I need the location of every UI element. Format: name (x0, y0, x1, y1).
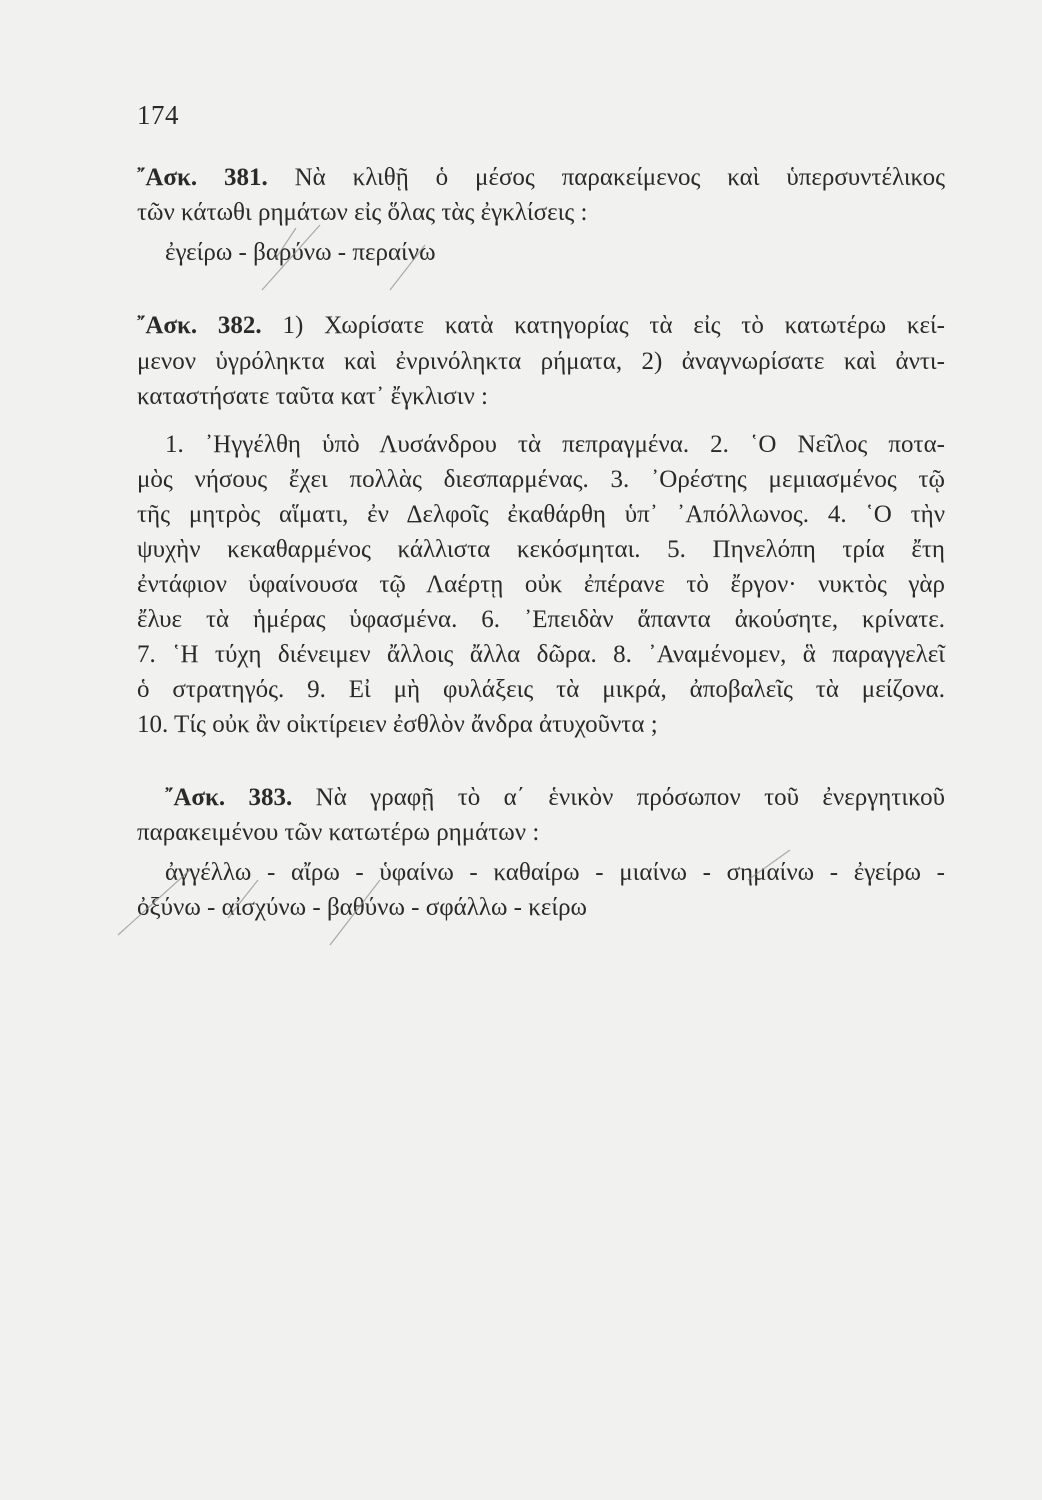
exercise-382-line-11: ὁ στρατηγός. 9. Εἰ μὴ φυλάξεις τὰ μικρά, ἀποβαλεῖς τὰ μείζονα. (137, 676, 945, 703)
exercise-382-line-3: καταστήσατε ταῦτα κατ᾽ ἔγκλισιν : (137, 383, 488, 410)
exercise-382-line-12: 10. Τίς οὐκ ἂν οἰκτίρειεν ἐσθλὸν ἄνδρα ἀτυχοῦντα ; (137, 711, 658, 738)
exercise-382-line-4: 1. ᾿Ηγγέλθη ὑπὸ Λυσάνδρου τὰ πεπραγμένα. 2. ῾Ο Νεῖλος ποτα- (165, 431, 945, 458)
exercise-382-line-9: ἔλυε τὰ ἡμέρας ὑφασμένα. 6. ᾿Επειδὰν ἅπαντα ἀκούσητε, κρίνατε. (137, 606, 945, 633)
exercise-381-text-1: Νὰ κλιθῇ ὁ μέσος παρακείμενος καὶ ὑπερσυντέλικος (294, 164, 946, 191)
exercise-382-line-6: τῆς μητρὸς αἵματι, ἐν Δελφοῖς ἐκαθάρθη ὑπ᾽ ᾿Απόλλωνος. 4. ῾Ο τὴν (137, 501, 945, 528)
exercise-382-line-8: ἐντάφιον ὑφαίνουσα τῷ Λαέρτῃ οὐκ ἐπέρανε τὸ ἔργον· νυκτὸς γὰρ (137, 571, 945, 598)
page-number: 174 (137, 100, 179, 130)
exercise-382-text-1: 1) Χωρίσατε κατὰ κατηγορίας τὰ εἰς τὸ κατωτέρω κεί- (282, 312, 946, 339)
exercise-382-line-7: ψυχὴν κεκαθαρμένος κάλλιστα κεκόσμηται. 5. Πηνελόπη τρία ἔτη (137, 536, 945, 563)
exercise-383-label: ῎Ασκ. 383. (165, 784, 293, 811)
exercise-381-line-2: τῶν κάτωθι ρημάτων εἰς ὅλας τὰς ἐγκλίσεις : (137, 199, 588, 226)
exercise-382-line-2: μενον ὑγρόληκτα καὶ ἐνρινόληκτα ρήματα, 2) ἀναγνωρίσατε καὶ ἀντι- (137, 348, 945, 375)
exercise-382-line-5: μὸς νήσους ἔχει πολλὰς διεσπαρμένας. 3. ᾿Ορέστης μεμιασμένος τῷ (137, 466, 945, 493)
exercise-383-line-3: ἀγγέλλω - αἴρω - ὑφαίνω - καθαίρω - μιαίνω - σημαίνω - ἐγείρω - (165, 859, 945, 886)
exercise-381-line-1 (137, 165, 945, 190)
exercise-383-line-2: παρακειμένου τῶν κατωτέρω ρημάτων : (137, 819, 540, 846)
exercise-383-line-1 (165, 785, 945, 810)
exercise-381-label: ῎Ασκ. 381. (137, 164, 268, 191)
exercise-382-line-1 (137, 313, 945, 338)
exercise-383-line-4: ὀξύνω - αἰσχύνω - βαθύνω - σφάλλω - κείρω (137, 894, 587, 921)
exercise-383-text-1: Νὰ γραφῇ τὸ α΄ ἑνικὸν πρόσωπον τοῦ ἐνεργητικοῦ (315, 784, 946, 811)
exercise-381-line-3: ἐγείρω - βαρύνω - περαίνω (165, 239, 436, 266)
exercise-382-line-10: 7. ῾Η τύχη διένειμεν ἄλλοις ἄλλα δῶρα. 8. ᾿Αναμένομεν, ἃ παραγγελεῖ (137, 641, 945, 668)
exercise-382-label: ῎Ασκ. 382. (137, 312, 262, 339)
